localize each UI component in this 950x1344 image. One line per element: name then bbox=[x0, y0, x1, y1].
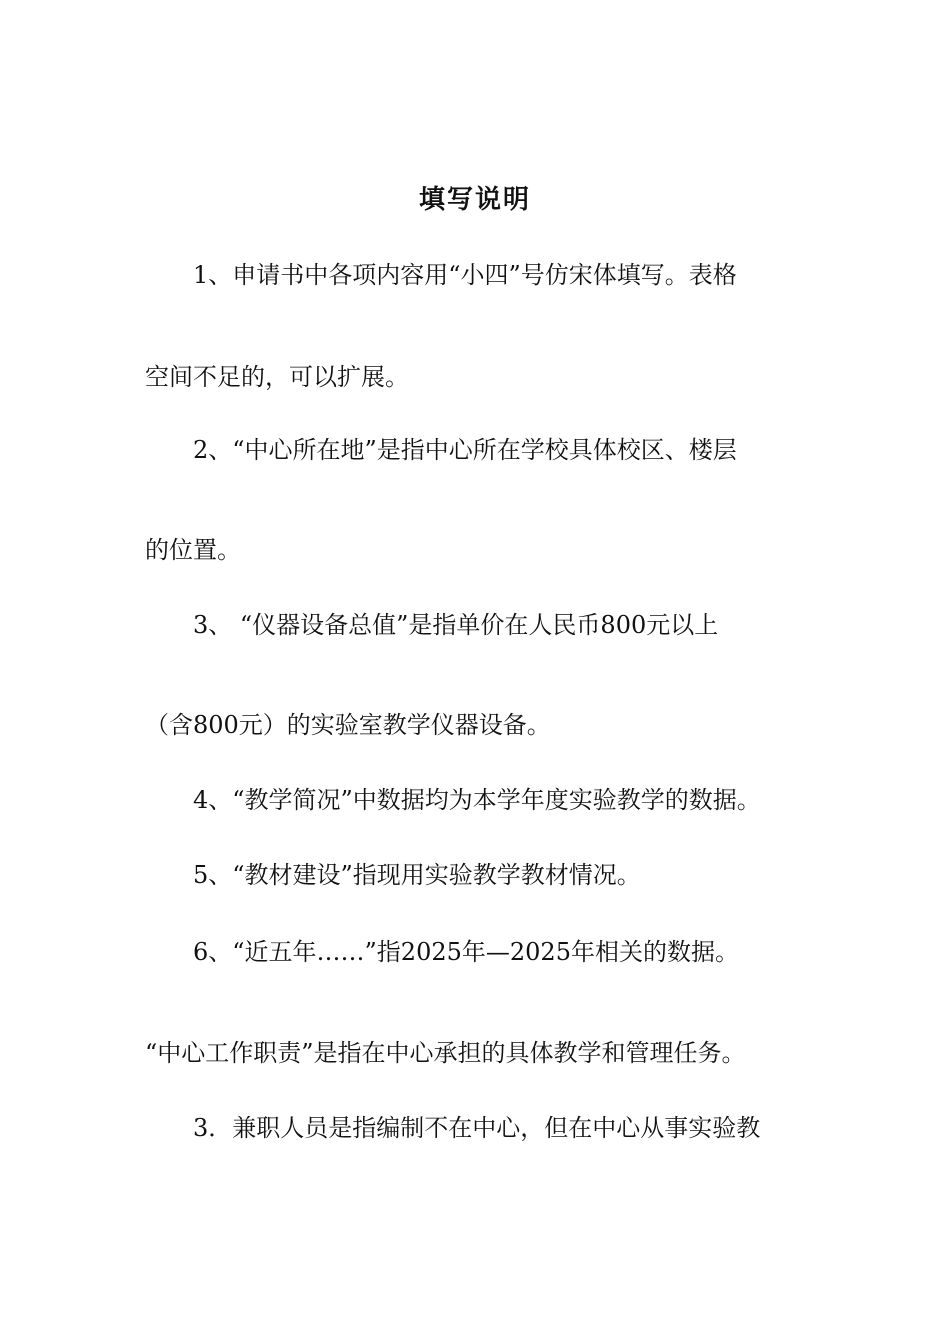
document-title: 填写说明 bbox=[418, 185, 531, 215]
instruction-3-line-1: 3、 “仪器设备总值”是指单价在人民币800元以上 bbox=[193, 611, 719, 639]
instruction-5: 5、“教材建设”指现用实验教学教材情况。 bbox=[193, 861, 641, 889]
instruction-6: 6、“近五年……”指2025年—2025年相关的数据。 bbox=[193, 938, 739, 966]
instruction-1-line-2: 空间不足的，可以扩展。 bbox=[145, 363, 409, 391]
part-time-staff-note: 3．兼职人员是指编制不在中心，但在中心从事实验教 bbox=[193, 1114, 761, 1142]
center-duties-note: “中心工作职责”是指在中心承担的具体教学和管理任务。 bbox=[145, 1039, 746, 1067]
instruction-2-line-2: 的位置。 bbox=[145, 536, 241, 564]
instruction-4: 4、“教学简况”中数据均为本学年度实验教学的数据。 bbox=[193, 786, 761, 814]
instruction-3-line-2: （含800元）的实验室教学仪器设备。 bbox=[145, 711, 551, 739]
instruction-2-line-1: 2、“中心所在地”是指中心所在学校具体校区、楼层 bbox=[193, 436, 737, 464]
instruction-1-line-1: 1、申请书中各项内容用“小四”号仿宋体填写。表格 bbox=[193, 261, 737, 289]
